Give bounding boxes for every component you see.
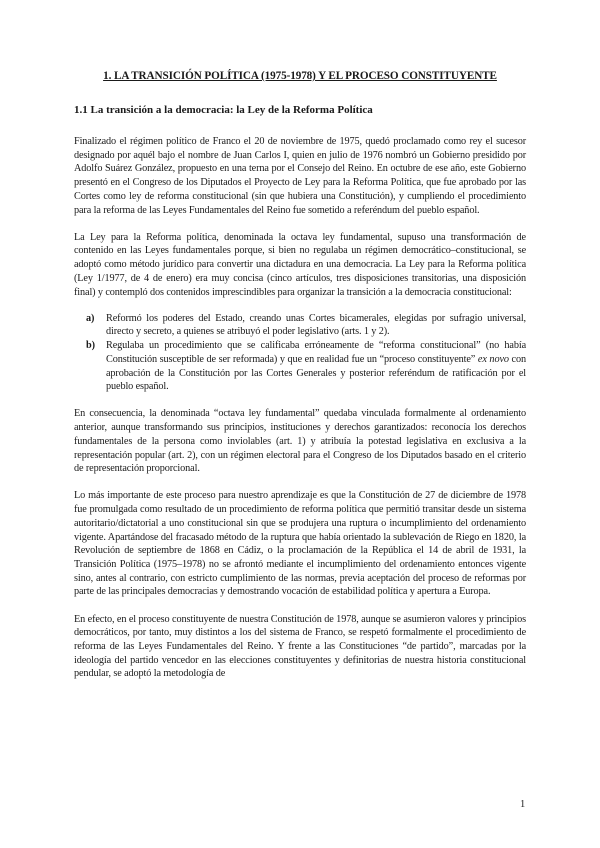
list-item-a [74, 312, 526, 339]
content-list [74, 312, 526, 394]
page-content [74, 70, 526, 695]
list-item-text-part: con aprobación de la Constitución por las Cortes Generales y posterior referéndum de ratificación por el pueblo español. [106, 353, 527, 393]
list-item-text-part: Regulaba un procedimiento que se calificaba erróneamente de “reforma constitucional” (no había Constitución susceptible de ser reformada) y que en realidad fue un “proceso constituyente” [106, 340, 526, 365]
paragraph-4: Lo más importante de este proceso para nuestro aprendizaje es que la Constitución de 27 de diciembre de 1978 fue promulgada como resultado de un procedimiento de reforma política que permitió transitar desde un sistema autoritario/dictatorial a uno constitucional sin que se produjera una ruptura o incumplimiento del ordenamiento vigente. Apartándose del fracasado método de la ruptura que había orientado la sublevación de Riego en 1820, la Revolución de septiembre de 1868 en Cádiz, o la proclamación de la República el 14 de abril de 1931, la Transición Política (1975–1978) no se afrontó mediante el incumplimiento del ordenamiento entonces vigente sino, antes al contrario, con estricto cumplimiento de las normas, previa aceptación del proceso de reformas por parte de las principales democracias y demostrando vocación de estabilidad política y apertura a Europa. [74, 490, 526, 598]
list-item-text: Reformó los poderes del Estado, creando unas Cortes bicamerales, elegidas por sufragio universal, directo y secreto, a quienes se atribuyó el poder legislativo (arts. 1 y 2). [106, 312, 526, 338]
paragraph-5: En efecto, en el proceso constituyente de nuestra Constitución de 1978, aunque se asumieron valores y principios democráticos, por tanto, muy distintos a los del sistema de Franco, se respetó formalmente el procedimiento de reforma de las Leyes Fundamentales del Reino. Y frente a las Constituciones “de partido”, marcadas por la ideología del partido vencedor en las elecciones constituyentes y definitorias de nuestra historia constitucional pendular, se adoptó la metodología de [74, 613, 526, 680]
section-title: 1.1 La transición a la democracia: la Ley de la Reforma Política [74, 104, 373, 116]
list-item-italic: ex novo [477, 353, 509, 365]
list-item-b [74, 339, 526, 394]
paragraph-3: En consecuencia, la denominada “octava ley fundamental” quedaba vinculada formalmente al ordenamiento anterior, aunque transformando sus principios, instituciones y derechos garantizados: reconocía los derechos fundamentales de la persona como inviolables (art. 1) y atribuía la potestad legislativa en exclusiva a la representación popular (art. 2), con un régimen electoral para el Congreso de los Diputados basado en el criterio de representación proporcional. [74, 408, 526, 475]
page-number: 1 [520, 799, 526, 810]
list-marker: b) [86, 340, 95, 352]
paragraph-2: La Ley para la Reforma política, denominada la octava ley fundamental, supuso una transformación de contenido en las Leyes fundamentales porque, si bien no regulaba un régimen democrático–constitucional, se adoptó como método jurídico para convertir una dictadura en una democracia. La Ley para la Reforma política (Ley 1/1977, de 4 de enero) era muy concisa (cinco artículos, tres disposiciones transitorias, una disposición final) y contempló dos contenidos imprescindibles para organizar la transición a la democracia constitucional: [74, 231, 526, 298]
list-marker: a) [86, 312, 95, 324]
list-item-text [106, 339, 526, 394]
paragraph-1: Finalizado el régimen político de Franco el 20 de noviembre de 1975, quedó proclamado como rey el sucesor designado por aquél bajo el nombre de Juan Carlos I, quien en julio de 1976 nombró un Gobierno presidido por Adolfo Suárez González, propuesto en una terna por el Consejo del Reino. En octubre de ese año, este Gobierno presentó en el Congreso de los Diputados el Proyecto de Ley para la Reforma Política, que fue aprobado por las Cortes como ley de reforma constitucional (sin que hubiera una Constitución), y cumpliendo el procedimiento para la reforma de las Leyes Fundamentales del Reino fue sometido a referéndum del pueblo español. [74, 136, 526, 216]
chapter-title: 1. LA TRANSICIÓN POLÍTICA (1975-1978) Y EL PROCESO CONSTITUYENTE [103, 70, 497, 82]
